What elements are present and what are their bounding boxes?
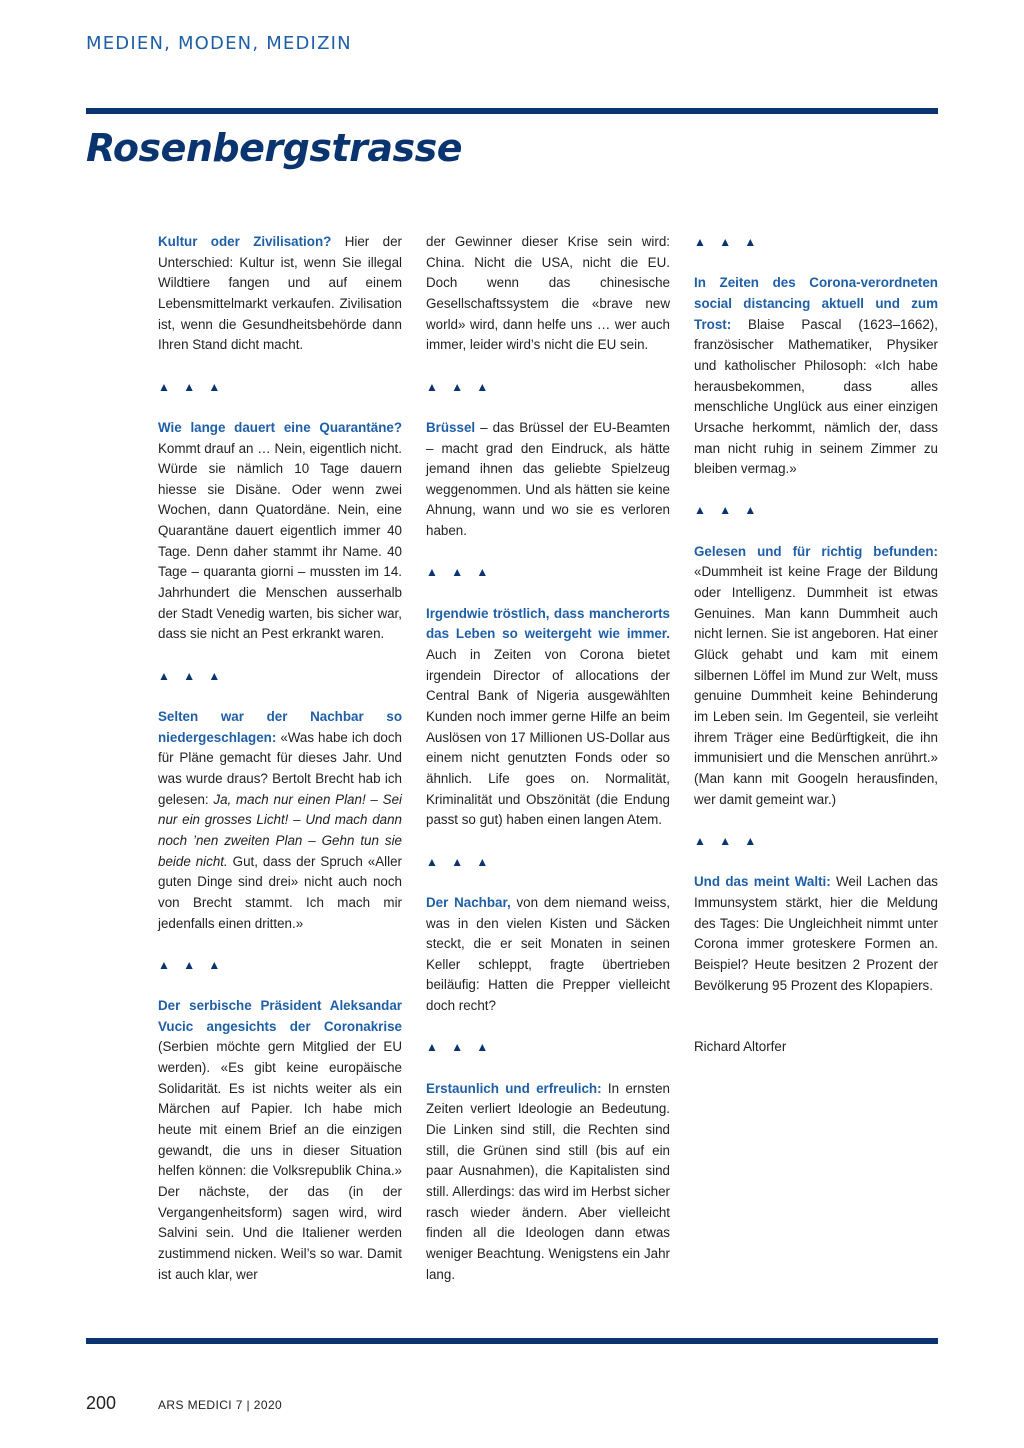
separator-triangles: ▲ ▲ ▲ (158, 957, 226, 972)
paragraph-nachbar-plaene (158, 707, 402, 934)
paragraph-text: Kommt drauf an … Nein, eigentlich nicht. Würde sie nämlich 10 Tage dauern hiesse sie Disäne. Oder wenn zwei Wochen, dann Quatordäne. Nein, eine Quarantäne dauert eigentlich immer 40 Tage. Denn daher stammt ihr Name. 40 Tage – quaranta giorni – mussten im 14. Jahrhundert die Menschen ausserhalb der Stadt Venedig warten, bis sicher war, dass sie nicht an Pest erkrankt waren. (158, 440, 402, 642)
brecht-quote: Ja, mach nur einen Plan! – Sei nur ein grosses Licht! – Und mach dann noch ’nen zweiten Plan – Gehn tun sie beide nicht. (158, 791, 402, 869)
separator-triangles: ▲ ▲ ▲ (694, 503, 762, 518)
paragraph-text: (Serbien möchte gern Mitglied der EU werden). «Es gibt keine europäische Solidarität. Es ist nichts weiter als ein Märchen auf Papier. Ich habe mich heute mit einem Brief an die einzigen gewandt, die uns in dieser Situation helfen können: die Volksrepublik China.» Der nächste, der das (in der Vergangenheitsform) sagen wird, wird Salvini sein. Und die Italiener werden zustimmend nicken. Weil’s so war. Damit ist auch klar, wer (158, 1039, 402, 1282)
paragraph-quarantaene (158, 418, 402, 645)
article-title: Rosenbergstrasse (86, 126, 463, 170)
paragraph-text: Gut, dass der Spruch «Aller guten Dinge sind drei» nicht auch noch von Brecht stammt. Ich mach mir jedenfalls einen dritten.» (158, 853, 402, 931)
paragraph-dummheit (694, 542, 938, 811)
separator-triangles: ▲ ▲ ▲ (158, 379, 226, 394)
paragraph-ideologie (426, 1079, 670, 1286)
separator-triangles: ▲ ▲ ▲ (158, 668, 226, 683)
separator-triangles: ▲ ▲ ▲ (426, 565, 494, 580)
paragraph-lead: Gelesen und für richtig befunden: (694, 543, 938, 559)
column-3 (694, 232, 938, 1058)
paragraph-text: «Dummheit ist keine Frage der Bildung oder Intelligenz. Dummheit ist etwas Genuines. Man kann Dummheit auch nicht lernen. Sie ist angeboren. Hat einer Glück gehabt und kam mit einem silbernen Löffel im Mund zur Welt, muss genuine Dummheit keine Behinderung im Leben sein. Im Gegenteil, sie verleiht ihrem Träger eine Bedürftigkeit, die ihn immunisiert und die Menschen anrührt.» (Man kann mit Googeln herausfinden, wer damit gemeint war.) (694, 564, 938, 807)
paragraph-lead: Erstaunlich und erfreulich: (426, 1080, 602, 1096)
paragraph-vucic (158, 996, 402, 1285)
paragraph-text: der Gewinner dieser Krise sein wird: China. Nicht die USA, nicht die EU. Doch wenn das chinesische Gesellschaftssystem die «brave new world» wird, dann helfe uns … wer auch immer, leider wird’s nicht die EU sein. (426, 234, 670, 353)
paragraph-text: von dem niemand weiss, was in den vielen Kisten und Säcken steckt, die er seit Monaten in seinen Keller schleppt, fragte übertrieben beiläufig: Hatten die Prepper vielleicht doch recht? (426, 894, 670, 1014)
separator-triangles: ▲ ▲ ▲ (426, 1040, 494, 1055)
paragraph-text: Auch in Zeiten von Corona bietet irgendein Director of allocations der Central Bank of Nigeria ausgewählten Kunden noch immer gerne Hilfe an beim Auslösen von 17 Millionen US-Dollar aus einem nicht genutzten Fonds oder so ähnlich. Life goes on. Normalität, Kriminalität und Obszönität (die Endung passt so gut) haben einen langen Atem. (426, 647, 670, 828)
paragraph-text: Hier der Unterschied: Kultur ist, wenn Sie illegal Wildtiere fangen und auf einem Lebensmittelmarkt verkaufen. Zivilisation ist, wenn die Gesundheitsbehörde dann Ihren Stand dicht macht. (158, 234, 402, 353)
paragraph-text: Weil Lachen das Immunsystem stärkt, hier die Meldung des Tages: Die Ungleichheit nimmt unter Corona immer groteskere Formen an. Beispiel? Heute besitzen 2 Prozent der Bevölkerung 95 Prozent des Klopapiers. (694, 874, 938, 993)
paragraph-lead: Der Nachbar, (426, 894, 511, 910)
paragraph-text: In ernsten Zeiten verliert Ideologie an Bedeutung. Die Linken sind still, die Rechten sind still, die Grünen sind still (bis auf ein paar Ausnahmen), die Kapitalisten sind still. Allerdings: das wird im Herbst sicher rasch wieder ändern. Aber vielleicht finden all die Ideologen dann etwas weniger Beachtung. Wenigstens ein Jahr lang. (426, 1080, 670, 1282)
paragraph-lead: Selten war der Nachbar so niedergeschlagen: (158, 709, 402, 745)
paragraph-lead: Wie lange dauert eine Quarantäne? (158, 419, 402, 435)
paragraph-walti (694, 872, 938, 996)
separator-triangles: ▲ ▲ ▲ (426, 854, 494, 869)
bottom-rule (86, 1338, 938, 1344)
paragraph-nachbar-prepper (426, 893, 670, 1017)
column-1 (158, 232, 402, 1285)
paragraph-pascal (694, 273, 938, 480)
page-number: 200 (86, 1393, 117, 1413)
paragraph-lead: Irgendwie tröstlich, dass mancherorts das Leben so weitergeht wie immer. (426, 605, 670, 642)
paragraph-text: Blaise Pascal (1623–1662), französischer Mathematiker, Physiker und katholischer Philosoph: «Ich habe herausbekommen, dass alles menschliche Unglück aus einer einzigen Ursache herkommt, nämlich der, dass man nicht ruhig in seinem Zimmer zu bleiben vermag.» (694, 316, 938, 477)
paragraph-lead: Brüssel (426, 419, 476, 435)
paragraph-text: «Was habe ich doch für Pläne gemacht für dieses Jahr. Und was wurde draus? Bertolt Brecht hab ich gelesen: (158, 729, 402, 807)
journal-citation: ARS MEDICI 7 | 2020 (158, 1398, 283, 1412)
section-label: MEDIEN, MODEN, MEDIZIN (86, 33, 352, 54)
top-rule (86, 108, 938, 114)
separator-triangles: ▲ ▲ ▲ (694, 235, 762, 249)
paragraph-lead: Und das meint Walti: (694, 874, 831, 890)
paragraph-lead: Der serbische Präsident Aleksandar Vucic angesichts der Coronakrise (158, 998, 402, 1034)
paragraph-kultur (158, 232, 402, 356)
paragraph-gewinner (426, 232, 670, 356)
author-name: Richard Altorfer (694, 1039, 787, 1055)
paragraph-text: – das Brüssel der EU-Beamten – macht grad den Eindruck, als hätte jemand ihnen das geliebte Spielzeug weggenommen. Und als hätten sie keine Ahnung, wann und wo sie es verloren haben. (426, 419, 670, 539)
column-2 (426, 232, 670, 1285)
paragraph-troestlich (426, 604, 670, 831)
paragraph-lead: In Zeiten des Corona-verordneten social distancing aktuell und zum Trost: (694, 275, 938, 332)
separator-triangles: ▲ ▲ ▲ (426, 379, 494, 394)
separator-triangles: ▲ ▲ ▲ (694, 833, 762, 848)
paragraph-bruessel (426, 418, 670, 542)
paragraph-lead: Kultur oder Zivilisation? (158, 234, 332, 249)
